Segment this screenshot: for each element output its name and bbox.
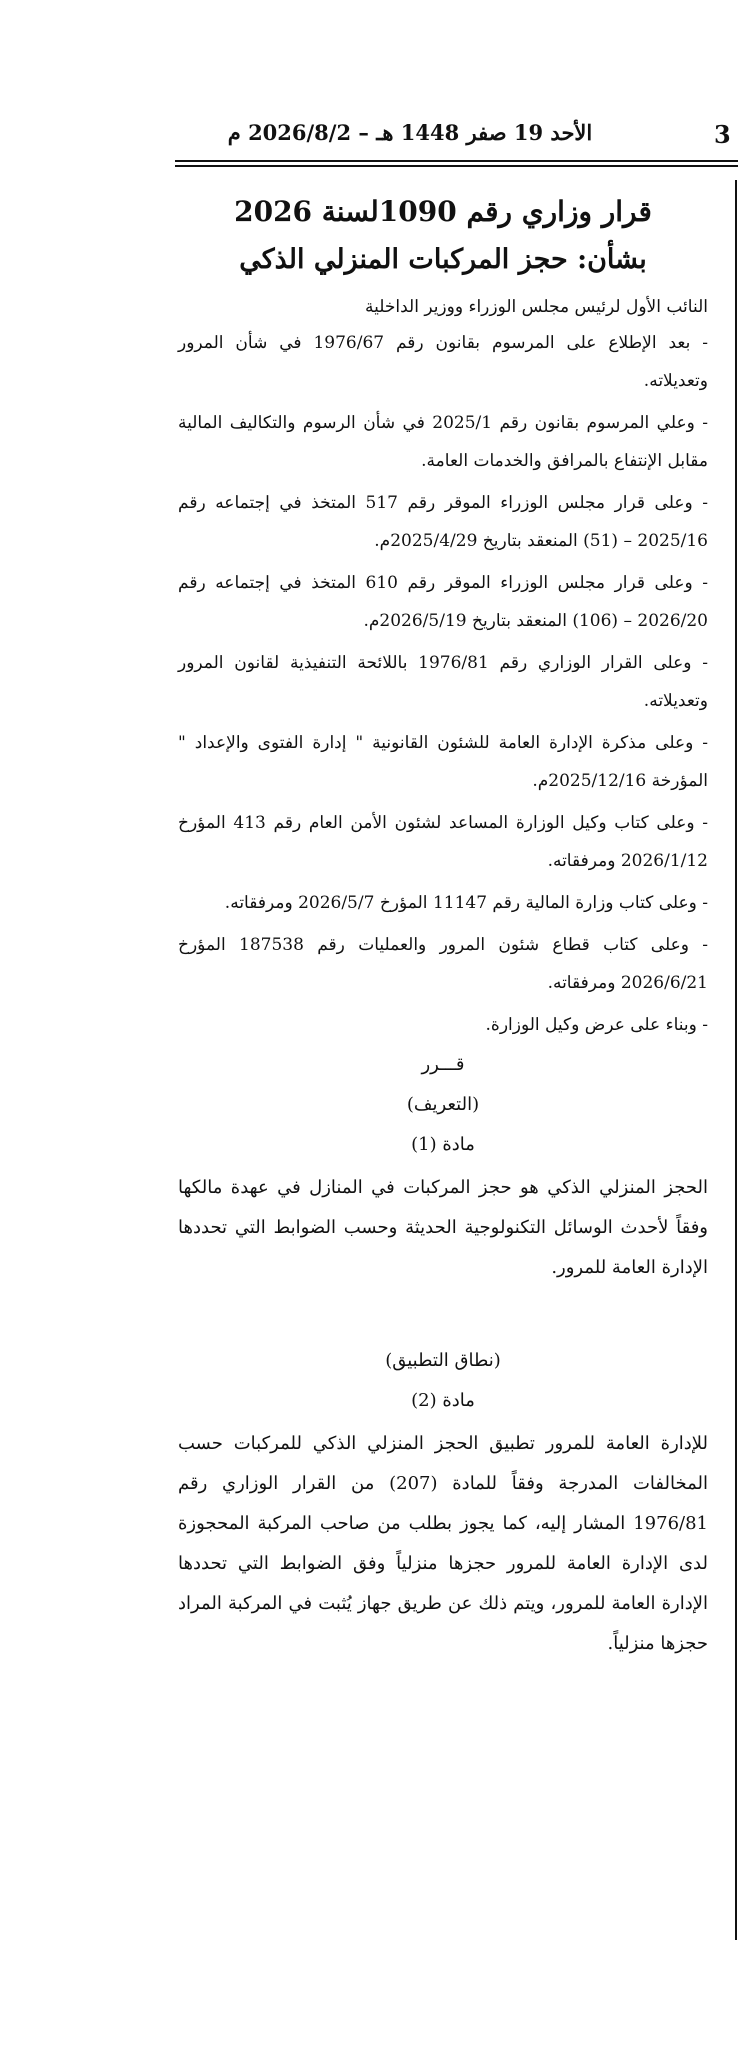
preamble-item: - وعلي المرسوم بقانون رقم 2025/1 في شأن الرسوم والتكاليف المالية مقابل الإنتفاع بالمرافق والخدمات العامة. bbox=[178, 413, 708, 471]
preamble-item: - وعلى كتاب قطاع شئون المرور والعمليات رقم 187538 المؤرخ 2026/6/21 ومرفقاته. bbox=[178, 935, 708, 993]
article-heading: (نطاق التطبيق) bbox=[385, 1350, 501, 1371]
preamble-item: - وعلى قرار مجلس الوزراء الموقر رقم 517 المتخذ في إجتماعه رقم 2025/16 – (51) المنعقد بتاريخ 2025/4/29م. bbox=[178, 493, 708, 551]
article-1 bbox=[178, 1088, 708, 1288]
column-rule bbox=[735, 180, 737, 1940]
article-text: للإدارة العامة للمرور تطبيق الحجز المنزلي الذكي للمركبات حسب المخالفات المدرجة وفقاً للمادة (207) من القرار الوزاري رقم 1976/81 المشار إليه، كما يجوز بطلب من صاحب المركبة المحجوزة لدى الإدارة العامة للمرور حجزها منزلياً وفق الضوابط التي تحددها الإدارة العامة للمرور، ويتم ذلك عن طريق جهاز يُثبت في المركبة المراد حجزها منزلياً. bbox=[178, 1433, 708, 1654]
page-number: 3 bbox=[714, 120, 731, 149]
header-rule-top bbox=[175, 160, 738, 162]
header-rule-bottom bbox=[175, 165, 738, 167]
article-2 bbox=[178, 1344, 708, 1664]
article-number: مادة (1) bbox=[411, 1134, 475, 1155]
article-spacer bbox=[178, 1302, 708, 1344]
preamble-item: - وعلى القرار الوزاري رقم 1976/81 باللائحة التنفيذية لقانون المرور وتعديلاته. bbox=[178, 653, 708, 711]
article-number: مادة (2) bbox=[411, 1390, 475, 1411]
gazette-date-line: الأحد 19 صفر 1448 هـ – 2026/8/2 م bbox=[227, 120, 593, 145]
preamble-list bbox=[178, 324, 708, 1044]
preamble-item: - وعلى مذكرة الإدارة العامة للشئون القانونية " إدارة الفتوى والإعداد " المؤرخة 2025/12/16م. bbox=[178, 733, 708, 791]
preamble-item: - وعلى كتاب وزارة المالية رقم 11147 المؤرخ 2026/5/7 ومرفقاته. bbox=[224, 893, 708, 913]
decision-body bbox=[178, 180, 708, 1678]
article-text: الحجز المنزلي الذكي هو حجز المركبات في المنازل في عهدة مالكها وفقاً لأحدث الوسائل التكنولوجية الحديثة وحسب الضوابط التي تحددها الإدارة العامة للمرور. bbox=[178, 1177, 708, 1278]
issuer-line: النائب الأول لرئيس مجلس الوزراء ووزير الداخلية bbox=[364, 297, 708, 317]
preamble-item: - وبناء على عرض وكيل الوزارة. bbox=[485, 1015, 708, 1035]
preamble-item: - وعلى قرار مجلس الوزراء الموقر رقم 610 المتخذ في إجتماعه رقم 2026/20 – (106) المنعقد بتاريخ 2026/5/19م. bbox=[178, 573, 708, 631]
preamble-item: - بعد الإطلاع على المرسوم بقانون رقم 1976/67 في شأن المرور وتعديلاته. bbox=[178, 333, 708, 391]
preamble-item: - وعلى كتاب وكيل الوزارة المساعد لشئون الأمن العام رقم 413 المؤرخ 2026/1/12 ومرفقاته. bbox=[178, 813, 708, 871]
decision-title: قرار وزاري رقم 1090لسنة 2026 bbox=[234, 195, 652, 228]
decided-label: قـــرر bbox=[421, 1054, 465, 1075]
article-heading: (التعريف) bbox=[406, 1094, 480, 1115]
decision-subject: بشأن: حجز المركبات المنزلي الذكي bbox=[239, 244, 647, 275]
